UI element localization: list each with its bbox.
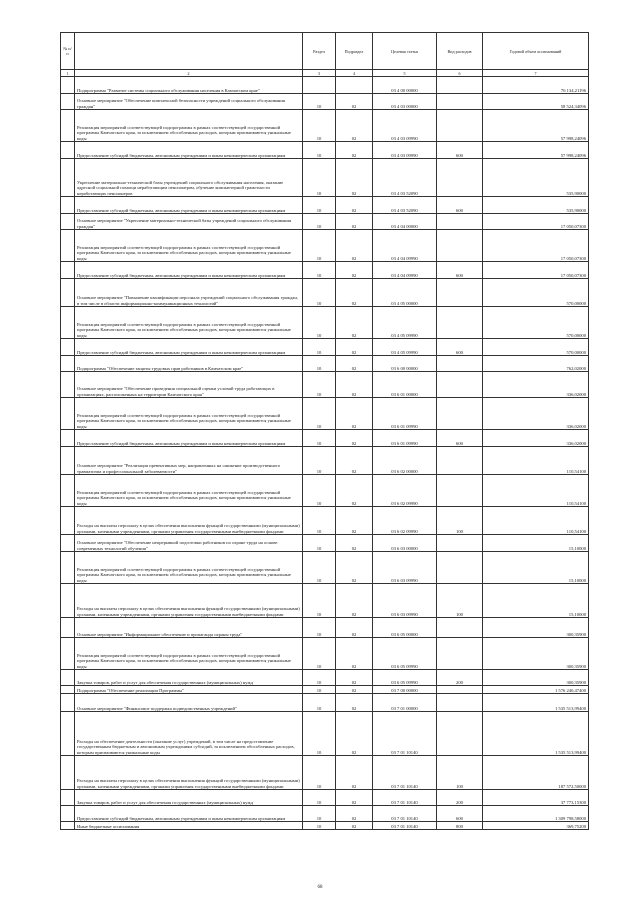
row-number <box>61 535 75 552</box>
row-number <box>61 806 75 822</box>
row-section: 10 <box>303 552 336 584</box>
row-number <box>61 372 75 398</box>
row-target-article: 03 4 05 09990 <box>373 339 437 356</box>
row-number <box>61 507 75 535</box>
table-row <box>61 756 589 790</box>
row-name: Предоставление субсидий бюджетным, автономным учреждениям и иным некоммерческим организациям <box>75 262 303 279</box>
row-name: Подпрограмма "Обеспечение реализации Программы" <box>75 686 303 694</box>
row-expense-type: 200 <box>437 670 483 686</box>
table-row <box>61 552 589 584</box>
table-row <box>61 262 589 279</box>
row-section: 10 <box>303 507 336 535</box>
row-section <box>303 77 336 94</box>
row-amount: 76 134,21196 <box>483 77 589 94</box>
row-subsection: 02 <box>336 142 373 159</box>
row-name: Основное мероприятие "Укрепление материально-технической базы учреждений социального обслуживания граждан" <box>75 214 303 230</box>
row-section: 10 <box>303 214 336 230</box>
table-row <box>61 686 589 694</box>
row-target-article: 03 4 03 52090 <box>373 197 437 214</box>
row-expense-type <box>437 110 483 142</box>
row-target-article: 03 6 03 00000 <box>373 535 437 552</box>
row-target-article: 03 6 05 00000 <box>373 618 437 638</box>
row-name: Укрепление материально-технической базы учреждений социального обслуживания населения, оказание адресной социальной помощи неработающим пенсионерам, обучение компьютерной грамотности неработающих пенсионеров <box>75 159 303 197</box>
row-number <box>61 197 75 214</box>
row-amount: 17 050,07300 <box>483 262 589 279</box>
row-expense-type <box>437 535 483 552</box>
row-section: 10 <box>303 142 336 159</box>
row-amount: 110,54100 <box>483 447 589 475</box>
row-amount: 762,02000 <box>483 356 589 372</box>
row-name: Реализация мероприятий соответствующей подпрограммы в рамках соответствующей государственной программы Камчатского края, за исключением обособленных расходов, которым присваиваются уникальные коды <box>75 475 303 507</box>
row-amount: 570,00000 <box>483 339 589 356</box>
header-name <box>75 33 303 70</box>
row-subsection: 02 <box>336 686 373 694</box>
row-number <box>61 712 75 756</box>
row-target-article: 03 4 03 09990 <box>373 142 437 159</box>
row-subsection: 02 <box>336 447 373 475</box>
row-subsection: 02 <box>336 372 373 398</box>
row-amount: 37 773,15300 <box>483 790 589 806</box>
column-number: 4 <box>336 70 373 77</box>
row-target-article: 03 6 00 00000 <box>373 356 437 372</box>
row-target-article: 03 7 01 00000 <box>373 694 437 712</box>
row-subsection: 02 <box>336 159 373 197</box>
row-subsection: 02 <box>336 822 373 830</box>
table-row <box>61 507 589 535</box>
row-number <box>61 110 75 142</box>
row-target-article: 03 6 01 09990 <box>373 430 437 447</box>
row-target-article: 03 6 05 09990 <box>373 670 437 686</box>
row-subsection: 02 <box>336 670 373 686</box>
row-name: Предоставление субсидий бюджетным, автономным учреждениям и иным некоммерческим организациям <box>75 806 303 822</box>
table-row <box>61 110 589 142</box>
table-row <box>61 307 589 339</box>
row-target-article: 03 7 01 10140 <box>373 806 437 822</box>
row-section: 10 <box>303 339 336 356</box>
row-amount: 535,90000 <box>483 197 589 214</box>
column-number: 7 <box>483 70 589 77</box>
row-amount: 535,90000 <box>483 159 589 197</box>
header-expense-type: Вид расходов <box>437 33 483 70</box>
row-expense-type <box>437 638 483 670</box>
row-target-article: 03 4 03 09990 <box>373 110 437 142</box>
row-section: 10 <box>303 535 336 552</box>
row-target-article: 03 7 01 10140 <box>373 790 437 806</box>
row-target-article: 03 7 01 10140 <box>373 822 437 830</box>
row-number <box>61 552 75 584</box>
row-amount: 57 998,24096 <box>483 110 589 142</box>
table-row <box>61 159 589 197</box>
row-section: 10 <box>303 159 336 197</box>
row-name: Основное мероприятие "Реализация превентивных мер, направленных на снижение производственного травматизма и профессиональной заболеваемости" <box>75 447 303 475</box>
table-row <box>61 535 589 552</box>
row-amount: 1 535 513,99400 <box>483 694 589 712</box>
row-amount: 336,02000 <box>483 372 589 398</box>
table-row <box>61 142 589 159</box>
row-expense-type <box>437 398 483 430</box>
row-section: 10 <box>303 806 336 822</box>
row-target-article: 03 7 00 00000 <box>373 686 437 694</box>
table-row <box>61 712 589 756</box>
row-amount: 57 998,24096 <box>483 142 589 159</box>
row-section: 10 <box>303 372 336 398</box>
row-target-article: 03 6 03 09990 <box>373 584 437 618</box>
row-amount: 369,75200 <box>483 822 589 830</box>
row-name: Основное мероприятие "Обеспечение непрерывной подготовки работников по охране труда на основе современных технологий обучения" <box>75 535 303 552</box>
row-number <box>61 159 75 197</box>
column-number-row <box>61 70 589 77</box>
row-amount: 570,00000 <box>483 307 589 339</box>
row-section: 10 <box>303 262 336 279</box>
row-number <box>61 822 75 830</box>
row-number <box>61 398 75 430</box>
row-section: 10 <box>303 94 336 110</box>
row-number <box>61 670 75 686</box>
row-subsection: 02 <box>336 618 373 638</box>
column-number: 5 <box>373 70 437 77</box>
row-number <box>61 142 75 159</box>
column-number: 3 <box>303 70 336 77</box>
row-section: 10 <box>303 447 336 475</box>
row-section: 10 <box>303 197 336 214</box>
row-number <box>61 230 75 262</box>
row-section: 10 <box>303 430 336 447</box>
row-number <box>61 447 75 475</box>
row-expense-type: 200 <box>437 790 483 806</box>
row-amount: 15,10000 <box>483 535 589 552</box>
row-expense-type <box>437 618 483 638</box>
column-number: 6 <box>437 70 483 77</box>
row-name: Иные бюджетные ассигнования <box>75 822 303 830</box>
row-target-article: 03 4 04 09990 <box>373 262 437 279</box>
row-section: 10 <box>303 307 336 339</box>
row-number <box>61 694 75 712</box>
row-name: Подпрограмма "Развитие системы социального обслуживания населения в Камчатском крае" <box>75 77 303 94</box>
header-target-article: Целевая статья <box>373 33 437 70</box>
table-row <box>61 94 589 110</box>
row-target-article: 03 6 02 00000 <box>373 447 437 475</box>
table-row <box>61 822 589 830</box>
row-subsection: 02 <box>336 552 373 584</box>
row-number <box>61 430 75 447</box>
table-row <box>61 339 589 356</box>
row-name: Предоставление субсидий бюджетным, автономным учреждениям и иным некоммерческим организациям <box>75 142 303 159</box>
row-name: Реализация мероприятий соответствующей подпрограммы в рамках соответствующей государственной программы Камчатского края, за исключением обособленных расходов, которым присваиваются уникальные коды <box>75 638 303 670</box>
table-row <box>61 197 589 214</box>
row-expense-type <box>437 475 483 507</box>
row-subsection: 02 <box>336 398 373 430</box>
budget-table <box>60 32 589 830</box>
row-name: Реализация мероприятий соответствующей подпрограммы в рамках соответствующей государственной программы Камчатского края, за исключением обособленных расходов, которым присваиваются уникальные коды <box>75 230 303 262</box>
row-target-article: 03 6 03 09990 <box>373 552 437 584</box>
row-amount: 336,02000 <box>483 398 589 430</box>
row-expense-type: 100 <box>437 507 483 535</box>
row-target-article: 03 4 03 00000 <box>373 94 437 110</box>
row-amount: 1 309 798,58000 <box>483 806 589 822</box>
row-section: 10 <box>303 110 336 142</box>
header-number: № п/п <box>61 33 75 70</box>
row-target-article: 03 6 01 00000 <box>373 372 437 398</box>
row-subsection: 02 <box>336 356 373 372</box>
row-expense-type <box>437 552 483 584</box>
row-amount: 110,54100 <box>483 475 589 507</box>
row-subsection: 02 <box>336 307 373 339</box>
row-expense-type: 600 <box>437 262 483 279</box>
row-section: 10 <box>303 475 336 507</box>
table-row <box>61 447 589 475</box>
row-target-article: 03 7 01 10140 <box>373 712 437 756</box>
row-subsection: 02 <box>336 535 373 552</box>
row-name: Расходы на выплаты персоналу в целях обеспечения выполнения функций государственными (муниципальными) органами, казенными учреждениями, органами управления государственными внебюджетными фондами <box>75 584 303 618</box>
table-row <box>61 670 589 686</box>
row-expense-type <box>437 307 483 339</box>
row-expense-type <box>437 712 483 756</box>
page-number: 68 <box>317 885 323 890</box>
table-row <box>61 475 589 507</box>
row-section: 10 <box>303 712 336 756</box>
row-subsection: 02 <box>336 230 373 262</box>
row-target-article: 03 4 00 00000 <box>373 77 437 94</box>
row-target-article: 03 7 01 10140 <box>373 756 437 790</box>
row-number <box>61 214 75 230</box>
row-subsection: 02 <box>336 475 373 507</box>
row-section: 10 <box>303 398 336 430</box>
row-expense-type: 100 <box>437 756 483 790</box>
row-target-article: 03 6 02 09990 <box>373 475 437 507</box>
column-number: 1 <box>61 70 75 77</box>
table-row <box>61 790 589 806</box>
row-amount: 15,10000 <box>483 552 589 584</box>
row-subsection: 02 <box>336 262 373 279</box>
row-number <box>61 77 75 94</box>
row-number <box>61 307 75 339</box>
row-target-article: 03 4 05 09990 <box>373 307 437 339</box>
row-section: 10 <box>303 686 336 694</box>
row-expense-type: 100 <box>437 584 483 618</box>
table-row <box>61 279 589 307</box>
row-amount: 110,54100 <box>483 507 589 535</box>
row-amount: 15,10000 <box>483 584 589 618</box>
budget-document <box>60 32 588 830</box>
row-expense-type <box>437 686 483 694</box>
row-expense-type <box>437 77 483 94</box>
row-name: Реализация мероприятий соответствующей подпрограммы в рамках соответствующей государственной программы Камчатского края, за исключением обособленных расходов, которым присваиваются уникальные коды <box>75 552 303 584</box>
table-row <box>61 372 589 398</box>
row-section: 10 <box>303 756 336 790</box>
row-number <box>61 638 75 670</box>
table-row <box>61 356 589 372</box>
row-name: Расходы на выплаты персоналу в целях обеспечения выполнения функций государственными (муниципальными) органами, казенными учреждениями, органами управления государственными внебюджетными фондами <box>75 507 303 535</box>
row-subsection: 02 <box>336 110 373 142</box>
row-number <box>61 584 75 618</box>
row-name: Предоставление субсидий бюджетным, автономным учреждениям и иным некоммерческим организациям <box>75 430 303 447</box>
row-name: Подпрограмма "Обеспечение защиты трудовых прав работников в Камчатском крае" <box>75 356 303 372</box>
row-subsection: 02 <box>336 339 373 356</box>
row-expense-type <box>437 279 483 307</box>
table-header-row <box>61 33 589 70</box>
row-expense-type: 600 <box>437 339 483 356</box>
row-number <box>61 279 75 307</box>
row-subsection: 02 <box>336 584 373 618</box>
row-subsection: 02 <box>336 694 373 712</box>
row-subsection: 02 <box>336 214 373 230</box>
header-section: Раздел <box>303 33 336 70</box>
row-expense-type: 600 <box>437 197 483 214</box>
table-row <box>61 214 589 230</box>
row-section: 10 <box>303 638 336 670</box>
row-target-article: 03 6 01 09990 <box>373 398 437 430</box>
row-subsection: 02 <box>336 197 373 214</box>
row-amount: 300,35900 <box>483 638 589 670</box>
row-target-article: 03 4 04 00000 <box>373 214 437 230</box>
row-name: Закупка товаров, работ и услуг для обеспечения государственных (муниципальных) нужд <box>75 670 303 686</box>
row-number <box>61 790 75 806</box>
row-subsection: 02 <box>336 712 373 756</box>
row-expense-type: 800 <box>437 822 483 830</box>
row-subsection: 02 <box>336 430 373 447</box>
row-amount: 1 535 513,99400 <box>483 712 589 756</box>
row-expense-type <box>437 694 483 712</box>
table-row <box>61 430 589 447</box>
row-amount: 58 524,34096 <box>483 94 589 110</box>
row-amount: 336,02000 <box>483 430 589 447</box>
row-name: Основное мероприятие "Информационное обеспечение и пропаганда охраны труда" <box>75 618 303 638</box>
row-number <box>61 618 75 638</box>
header-annual-volume: Годовой объем ассигнований <box>483 33 589 70</box>
row-name: Основное мероприятие "Финансовое поддержка подведомственных учреждений" <box>75 694 303 712</box>
header-subsection: Подраздел <box>336 33 373 70</box>
row-name: Реализация мероприятий соответствующей подпрограммы в рамках соответствующей государственной программы Камчатского края, за исключением обособленных расходов, которым присваиваются уникальные коды <box>75 110 303 142</box>
row-section: 10 <box>303 618 336 638</box>
row-amount: 17 050,07300 <box>483 214 589 230</box>
row-subsection <box>336 77 373 94</box>
row-number <box>61 94 75 110</box>
row-expense-type: 600 <box>437 142 483 159</box>
row-expense-type <box>437 159 483 197</box>
row-number <box>61 356 75 372</box>
row-name: Закупка товаров, работ и услуг для обеспечения государственных (муниципальных) нужд <box>75 790 303 806</box>
row-amount: 570,00000 <box>483 279 589 307</box>
row-number <box>61 756 75 790</box>
row-name: Основное мероприятие "Обеспечение проведения специальной оценки условий труда работающих в организациях, расположенных на территории Камчатского края" <box>75 372 303 398</box>
column-number: 2 <box>75 70 303 77</box>
row-target-article: 03 6 02 09990 <box>373 507 437 535</box>
row-subsection: 02 <box>336 638 373 670</box>
table-row <box>61 694 589 712</box>
row-expense-type <box>437 447 483 475</box>
row-expense-type <box>437 372 483 398</box>
row-subsection: 02 <box>336 790 373 806</box>
row-subsection: 02 <box>336 94 373 110</box>
row-expense-type <box>437 230 483 262</box>
table-row <box>61 77 589 94</box>
row-name: Основное мероприятие "Повышение квалификации персонала учреждений социального обслуживания граждан, в том числе в области информационно-коммуникационных технологий" <box>75 279 303 307</box>
row-amount: 1 576 240,47400 <box>483 686 589 694</box>
row-expense-type <box>437 94 483 110</box>
row-name: Расходы на обеспечение деятельности (оказание услуг) учреждений, в том числе на предоставление государственным бюджетным и автономным учреждениям субсидий, за исключением обособленных расходов, которым присваиваются уникальные коды <box>75 712 303 756</box>
row-section: 10 <box>303 694 336 712</box>
row-section: 10 <box>303 790 336 806</box>
row-expense-type <box>437 214 483 230</box>
row-target-article: 03 4 03 52090 <box>373 159 437 197</box>
row-target-article: 03 4 04 09990 <box>373 230 437 262</box>
row-name: Предоставление субсидий бюджетным, автономным учреждениям и иным некоммерческим организациям <box>75 339 303 356</box>
row-number <box>61 686 75 694</box>
row-amount: 17 050,07300 <box>483 230 589 262</box>
row-subsection: 02 <box>336 756 373 790</box>
row-number <box>61 262 75 279</box>
table-row <box>61 618 589 638</box>
row-amount: 187 572,50000 <box>483 756 589 790</box>
row-section: 10 <box>303 356 336 372</box>
row-expense-type <box>437 356 483 372</box>
table-row <box>61 584 589 618</box>
row-subsection: 02 <box>336 806 373 822</box>
table-row <box>61 398 589 430</box>
row-section: 10 <box>303 822 336 830</box>
row-number <box>61 475 75 507</box>
table-row <box>61 230 589 262</box>
row-amount: 300,35900 <box>483 670 589 686</box>
row-name: Предоставление субсидий бюджетным, автономным учреждениям и иным некоммерческим организациям <box>75 197 303 214</box>
row-name: Основное мероприятие "Обеспечение комплексной безопасности учреждений социального обслуживания граждан" <box>75 94 303 110</box>
table-row <box>61 806 589 822</box>
row-section: 10 <box>303 670 336 686</box>
row-section: 10 <box>303 230 336 262</box>
row-section: 10 <box>303 584 336 618</box>
row-name: Расходы на выплаты персоналу в целях обеспечения выполнения функций государственными (муниципальными) органами, казенными учреждениями, органами управления государственными внебюджетными фондами <box>75 756 303 790</box>
row-target-article: 03 4 05 00000 <box>373 279 437 307</box>
row-section: 10 <box>303 279 336 307</box>
row-name: Реализация мероприятий соответствующей подпрограммы в рамках соответствующей государственной программы Камчатского края, за исключением обособленных расходов, которым присваиваются уникальные коды <box>75 307 303 339</box>
row-target-article: 03 6 05 09990 <box>373 638 437 670</box>
row-expense-type: 600 <box>437 430 483 447</box>
table-row <box>61 638 589 670</box>
row-subsection: 02 <box>336 507 373 535</box>
row-subsection: 02 <box>336 279 373 307</box>
row-number <box>61 339 75 356</box>
row-expense-type: 600 <box>437 806 483 822</box>
table-body <box>61 77 589 830</box>
row-amount: 300,35900 <box>483 618 589 638</box>
row-name: Реализация мероприятий соответствующей подпрограммы в рамках соответствующей государственной программы Камчатского края, за исключением обособленных расходов, которым присваиваются уникальные коды <box>75 398 303 430</box>
